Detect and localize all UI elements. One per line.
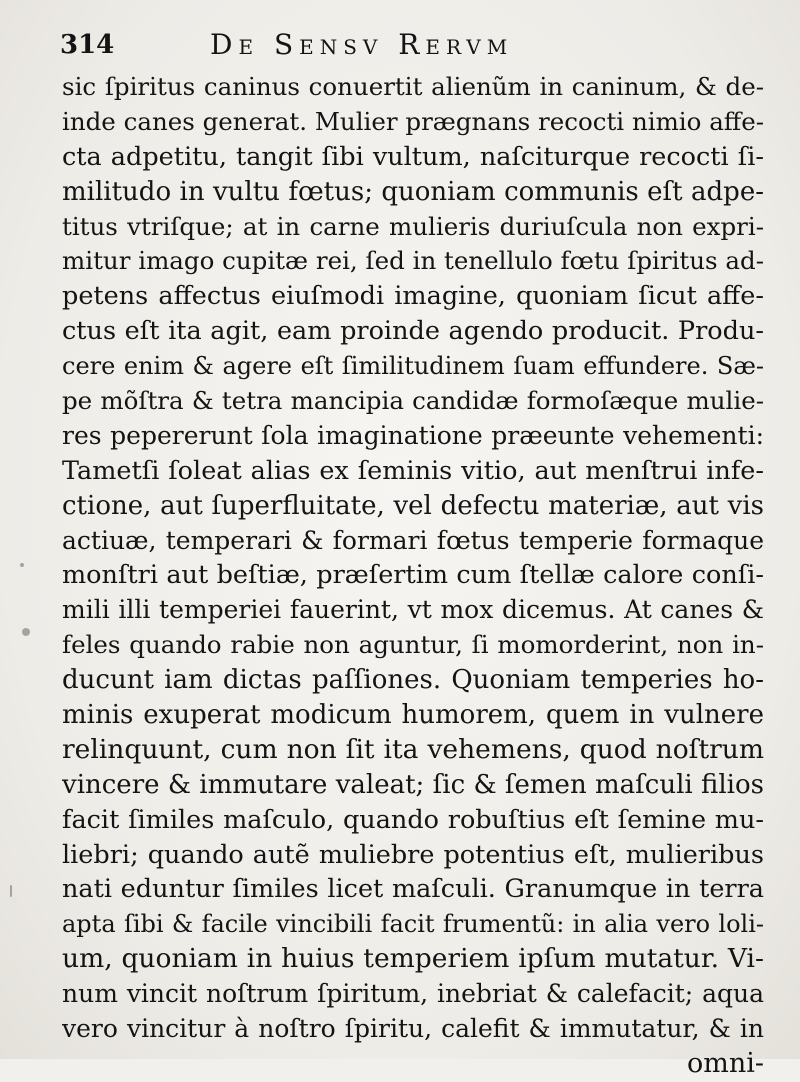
text-line: ducunt iam dictas paſſiones. Quoniam temperies ho- (62, 665, 764, 696)
text-line: actiuæ, temperari & formari fœtus temperie formaque (62, 525, 764, 555)
text-line: inde canes generat. Mulier prægnans recocti nimio affe- (62, 106, 764, 136)
text-line: mili illi temperiei fauerint, vt mox dicemus. At canes & (62, 595, 764, 625)
ink-speck (22, 628, 30, 636)
text-line: liebri; quando autẽ muliebre potentius eſt, mulieribus (62, 839, 764, 870)
text-line: petens affectus eiuſmodi imagine, quoniam ſicut affe- (62, 281, 764, 312)
text-line: cere enim & agere eſt ſimilitudinem ſuam effundere. Sæ- (62, 352, 764, 381)
ink-speck (10, 885, 12, 897)
text-line: nati eduntur ſimiles licet maſculi. Granumque in terra (62, 874, 764, 905)
page-header (60, 26, 760, 66)
text-line: vero vincitur à noſtro ſpiritu, calefit & immutatur, & in (62, 1014, 764, 1044)
text-line: relinquunt, cum non ſit ita vehemens, quod noſtrum (62, 733, 764, 765)
body-text (62, 70, 764, 1082)
text-line: res pepererunt ſola imaginatione præeunte vehementi: (62, 420, 764, 450)
text-line: um, quoniam in huius temperiem ipſum mutatur. Vi- (62, 943, 764, 975)
running-title: De Sensv Rervm (210, 28, 514, 61)
text-line: monſtri aut beſtiæ, præſertim cum ſtellæ calore conſi- (62, 560, 764, 591)
text-line: mitur imago cupitæ rei, ſed in tenellulo fœtu ſpiritus ad- (62, 246, 764, 276)
text-line: sic ſpiritus caninus conuertit alienũm in caninum, & de- (62, 72, 764, 101)
text-line: vincere & immutare valeat; ſic & ſemen maſculi filios (62, 769, 764, 800)
text-line: cta adpetitu, tangit ſibi vultum, naſciturque recocti ſi- (62, 141, 764, 172)
text-line: titus vtriſque; at in carne mulieris duriuſcula non expri- (62, 211, 764, 241)
text-line: facit ſimiles maſculo, quando robuſtius eſt ſemine mu- (62, 804, 764, 835)
text-line: num vincit noſtrum ſpiritum, inebriat & calefacit; aqua (62, 979, 764, 1009)
text-line: feles quando rabie non aguntur, ſi momorderint, non in- (62, 630, 764, 660)
text-line: Tametſi ſoleat alias ex ſeminis vitio, aut menſtrui infe- (62, 455, 764, 486)
page-number: 314 (60, 30, 115, 60)
text-line: apta ſibi & facile vincibili facit frumentũ: in alia vero loli- (62, 910, 764, 939)
catchword: omni- (686, 1047, 764, 1079)
text-line: militudo in vultu fœtus; quoniam communis eſt adpe- (62, 176, 764, 207)
text-line: ctione, aut ſuperfluitate, vel defectu materiæ, aut vis (62, 490, 764, 521)
ink-speck (20, 563, 24, 567)
text-line: minis exuperat modicum humorem, quem in vulnere (62, 700, 764, 731)
text-line: pe mõſtra & tetra mancipia candidæ formoſæque mulie- (62, 386, 764, 416)
text-line: ctus eſt ita agit, eam proinde agendo producit. Produ- (62, 316, 764, 347)
